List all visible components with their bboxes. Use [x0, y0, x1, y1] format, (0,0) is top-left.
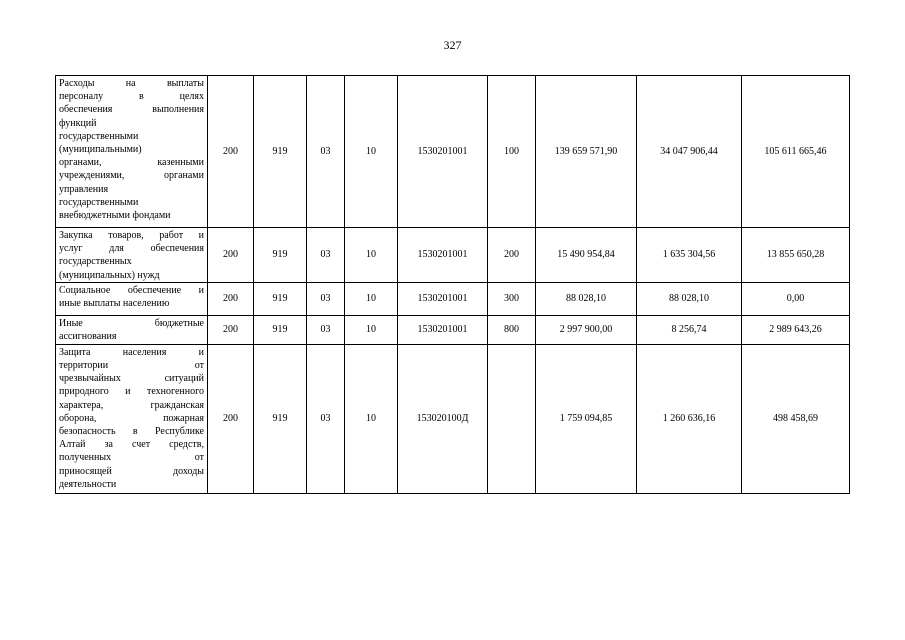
description-line: учреждениями, органами: [59, 170, 204, 182]
expense-type-cell: 300: [488, 282, 536, 315]
description-line: управления: [59, 183, 109, 195]
planned-amount-cell: 2 997 900,00: [536, 315, 637, 344]
department-code-cell: 919: [254, 76, 307, 228]
description-line: иные выплаты населению: [59, 298, 170, 310]
executed-amount-cell: 88 028,10: [637, 282, 742, 315]
description-line: Иные бюджетные: [59, 317, 204, 329]
description-line: государственных: [59, 256, 132, 268]
remaining-amount-cell: 13 855 650,28: [742, 228, 850, 283]
description-line: оборона, пожарная: [59, 412, 204, 424]
target-article-cell: 153020100Д: [398, 344, 488, 493]
remaining-amount-cell: 2 989 643,26: [742, 315, 850, 344]
section-cell: 03: [307, 344, 345, 493]
description-line: Защита населения и: [59, 346, 204, 358]
remaining-amount-cell: 498 458,69: [742, 344, 850, 493]
target-article-cell: 1530201001: [398, 228, 488, 283]
table-row: [56, 344, 850, 493]
description-line: органами, казенными: [59, 157, 204, 169]
budget-table: [55, 75, 850, 494]
target-article-cell: 1530201001: [398, 76, 488, 228]
description-line: характера, гражданская: [59, 399, 204, 411]
description-line: функций: [59, 117, 97, 129]
budget-level-cell: 200: [208, 315, 254, 344]
department-code-cell: 919: [254, 344, 307, 493]
expense-description-cell: [56, 282, 208, 315]
budget-level-cell: 200: [208, 228, 254, 283]
subsection-cell: 10: [345, 76, 398, 228]
description-line: приносящей доходы: [59, 465, 204, 477]
table-row: [56, 228, 850, 283]
executed-amount-cell: 34 047 906,44: [637, 76, 742, 228]
budget-level-cell: 200: [208, 282, 254, 315]
description-line: обеспечения выполнения: [59, 104, 204, 116]
planned-amount-cell: 139 659 571,90: [536, 76, 637, 228]
section-cell: 03: [307, 76, 345, 228]
table-row: [56, 76, 850, 228]
description-line: Алтай за счет средств,: [59, 439, 204, 451]
department-code-cell: 919: [254, 282, 307, 315]
section-cell: 03: [307, 228, 345, 283]
description-line: (муниципальными): [59, 144, 142, 156]
planned-amount-cell: 15 490 954,84: [536, 228, 637, 283]
description-line: деятельности: [59, 478, 117, 490]
planned-amount-cell: 1 759 094,85: [536, 344, 637, 493]
remaining-amount-cell: 105 611 665,46: [742, 76, 850, 228]
description-line: природного и техногенного: [59, 386, 204, 398]
budget-level-cell: 200: [208, 344, 254, 493]
department-code-cell: 919: [254, 228, 307, 283]
executed-amount-cell: 1 260 636,16: [637, 344, 742, 493]
target-article-cell: 1530201001: [398, 282, 488, 315]
expense-description-cell: [56, 344, 208, 493]
expense-description-cell: [56, 228, 208, 283]
description-line: государственными: [59, 130, 139, 142]
subsection-cell: 10: [345, 315, 398, 344]
description-line: Социальное обеспечение и: [59, 284, 204, 296]
description-line: безопасность в Республике: [59, 426, 204, 438]
expense-type-cell: 200: [488, 228, 536, 283]
description-line: (муниципальных) нужд: [59, 269, 160, 281]
subsection-cell: 10: [345, 282, 398, 315]
description-line: территории от: [59, 360, 204, 372]
description-line: внебюджетными фондами: [59, 210, 171, 222]
subsection-cell: 10: [345, 344, 398, 493]
expense-description-cell: [56, 315, 208, 344]
executed-amount-cell: 1 635 304,56: [637, 228, 742, 283]
description-line: чрезвычайных ситуаций: [59, 373, 204, 385]
subsection-cell: 10: [345, 228, 398, 283]
section-cell: 03: [307, 315, 345, 344]
target-article-cell: 1530201001: [398, 315, 488, 344]
description-line: государственными: [59, 196, 139, 208]
description-line: полученных от: [59, 452, 204, 464]
section-cell: 03: [307, 282, 345, 315]
remaining-amount-cell: 0,00: [742, 282, 850, 315]
description-line: ассигнования: [59, 331, 117, 343]
description-line: Закупка товаров, работ и: [59, 230, 204, 241]
expense-type-cell: 100: [488, 76, 536, 228]
expense-type-cell: 800: [488, 315, 536, 344]
page-number: 327: [443, 38, 462, 52]
department-code-cell: 919: [254, 315, 307, 344]
expense-type-cell: [488, 344, 536, 493]
description-line: персоналу в целях: [59, 91, 204, 103]
table-row: [56, 282, 850, 315]
expense-description-cell: [56, 76, 208, 228]
table-row: [56, 315, 850, 344]
executed-amount-cell: 8 256,74: [637, 315, 742, 344]
planned-amount-cell: 88 028,10: [536, 282, 637, 315]
budget-level-cell: 200: [208, 76, 254, 228]
description-line: услуг для обеспечения: [59, 243, 204, 255]
description-line: Расходы на выплаты: [59, 78, 204, 89]
